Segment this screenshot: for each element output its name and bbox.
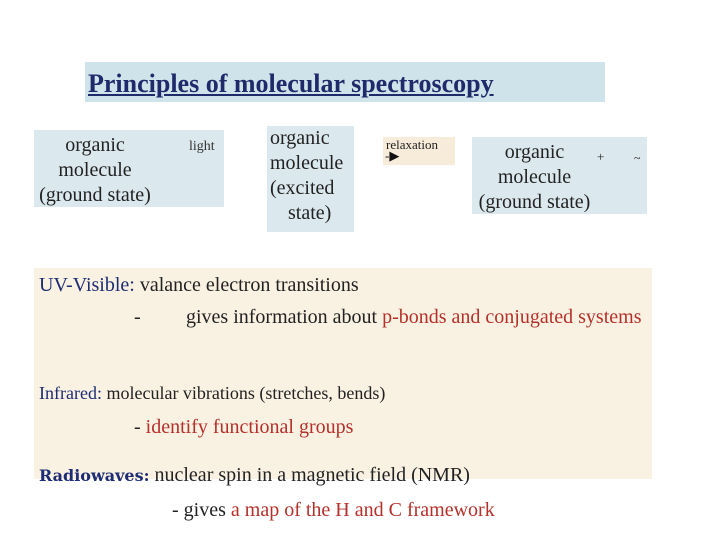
uv-visible-line [39,273,359,297]
ground-state-line-3: (ground state) [39,184,151,206]
page-title: Principles of molecular spectroscopy [88,69,494,98]
radiowaves-detail-highlight: a map of the H and C framework [230,499,495,521]
uv-dash: - [134,306,141,328]
infrared-text: molecular vibrations (stretches, bends) [101,383,386,403]
final-ground-state-text [472,140,597,215]
relaxation-label: relaxation [386,137,438,152]
ground-state-line-2: molecule [58,159,132,181]
radiowaves-label: Radiowaves: [39,466,150,485]
uv-visible-text: valance electron transitions [134,274,359,296]
final-state-line-1: organic [504,141,565,163]
infrared-detail [134,415,353,439]
infrared-label: Infrared: [39,383,102,403]
radiowaves-detail [172,498,495,522]
radiowaves-detail-text: - gives [172,499,231,521]
excited-state-line-2: molecule [270,152,344,174]
final-state-line-3: (ground state) [478,191,591,213]
content-box [34,268,652,521]
radiowaves-text: nuclear spin in a magnetic field (NMR) [149,464,470,486]
final-state-line-2: molecule [497,166,572,188]
ground-state-line-1: organic [65,134,125,156]
infrared-line [39,381,385,405]
excited-state-line-1: organic [270,127,330,149]
arrow-right-icon: -▶ [385,148,400,163]
uv-visible-detail [134,305,646,329]
infrared-detail-highlight: identify functional groups [145,416,354,438]
excited-state-line-3: (excited [270,177,335,199]
final-ground-state-box [472,137,647,214]
plus-label: + [597,149,605,164]
ground-state-text [34,133,156,208]
relaxation-box [383,137,455,165]
radiowaves-line [39,463,470,488]
title-banner [85,62,605,102]
excited-state-text [267,126,357,226]
uv-detail-text: gives information about [186,306,383,328]
light-label: light [189,139,215,154]
uv-detail-highlight: p-bonds and conjugated systems [382,306,642,328]
wave-label: ~ [634,151,641,165]
excited-state-box [267,126,354,232]
excited-state-line-4: state) [288,202,332,224]
uv-visible-label: UV-Visible: [39,274,135,296]
ir-dash: - [134,416,146,438]
